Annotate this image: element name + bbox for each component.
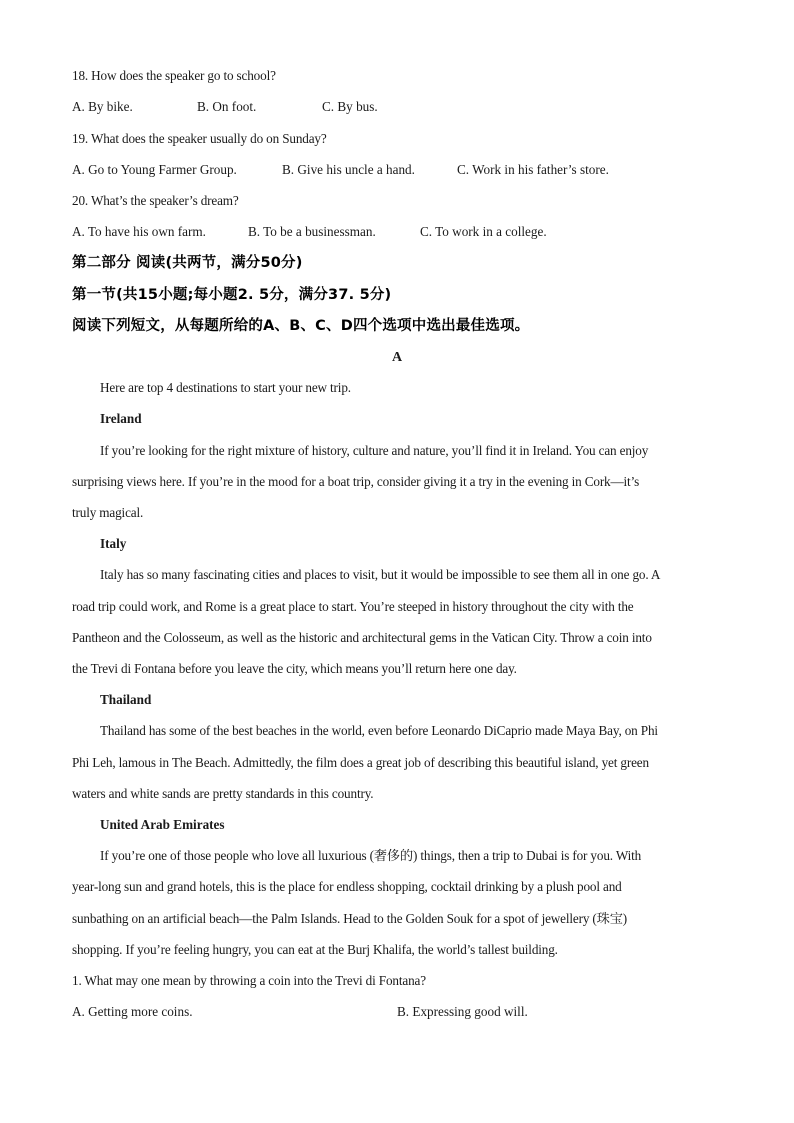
ireland-line: truly magical. <box>72 505 144 520</box>
thailand-line: waters and white sands are pretty standards in this country. <box>72 786 374 801</box>
q1-option-a: A. Getting more coins. <box>72 1004 193 1019</box>
uae-line: sunbathing on an artificial beach—the Palm Islands. Head to the Golden Souk for a spot of jewellery (珠宝) <box>72 911 627 926</box>
q20-option-a: A. To have his own farm. <box>72 224 206 239</box>
q20-option-b: B. To be a businessman. <box>248 224 376 239</box>
question-1: 1. What may one mean by throwing a coin into the Trevi di Fontana? <box>72 973 426 988</box>
uae-title: United Arab Emirates <box>100 817 225 832</box>
italy-line: the Trevi di Fontana before you leave the city, which means you’ll return here one day. <box>72 661 517 676</box>
ireland-line: If you’re looking for the right mixture of history, culture and nature, you’ll find it in Ireland. You can enjoy <box>100 443 649 458</box>
passage-intro: Here are top 4 destinations to start your new trip. <box>100 380 351 395</box>
q18-option-b: B. On foot. <box>197 99 257 114</box>
passage-label: A <box>391 350 403 365</box>
q1-option-b: B. Expressing good will. <box>397 1004 528 1019</box>
section-title: 第一节(共15小题;每小题2. 5分，满分37. 5分) <box>72 287 392 303</box>
uae-line: year-long sun and grand hotels, this is the place for endless shopping, cocktail drinking by a plush pool and <box>72 879 622 894</box>
q19-option-a: A. Go to Young Farmer Group. <box>72 162 237 177</box>
part-title: 第二部分 阅读(共两节，满分50分) <box>72 255 303 271</box>
uae-line: shopping. If you’re feeling hungry, you can eat at the Burj Khalifa, the world’s tallest building. <box>72 942 558 957</box>
q18-option-c: C. By bus. <box>322 99 378 114</box>
italy-line: Pantheon and the Colosseum, as well as the historic and architectural gems in the Vatican City. Throw a coin into <box>72 630 652 645</box>
thailand-title: Thailand <box>100 692 152 707</box>
thailand-line: Thailand has some of the best beaches in the world, even before Leonardo DiCaprio made Maya Bay, on Phi <box>100 723 658 738</box>
ireland-line: surprising views here. If you’re in the mood for a boat trip, consider giving it a try in the evening in Cork—it’s <box>72 474 640 489</box>
italy-line: Italy has so many fascinating cities and places to visit, but it would be impossible to see them all in one go. A <box>100 567 661 582</box>
italy-title: Italy <box>100 536 127 551</box>
question-18: 18. How does the speaker go to school? <box>72 68 276 83</box>
italy-line: road trip could work, and Rome is a great place to start. You’re steeped in history throughout the city with the <box>72 599 634 614</box>
uae-line: If you’re one of those people who love all luxurious (奢侈的) things, then a trip to Dubai is for you. With <box>100 848 642 863</box>
q20-option-c: C. To work in a college. <box>420 224 547 239</box>
q18-option-a: A. By bike. <box>72 99 133 114</box>
ireland-title: Ireland <box>100 411 142 426</box>
question-20: 20. What’s the speaker’s dream? <box>72 193 239 208</box>
q19-option-c: C. Work in his father’s store. <box>457 162 609 177</box>
question-19: 19. What does the speaker usually do on Sunday? <box>72 131 327 146</box>
q19-option-b: B. Give his uncle a hand. <box>282 162 415 177</box>
thailand-line: Phi Leh, lamous in The Beach. Admittedly, the film does a great job of describing this beautiful island, yet green <box>72 755 649 770</box>
instruction: 阅读下列短文，从每题所给的A、B、C、D四个选项中选出最佳选项。 <box>72 318 530 334</box>
